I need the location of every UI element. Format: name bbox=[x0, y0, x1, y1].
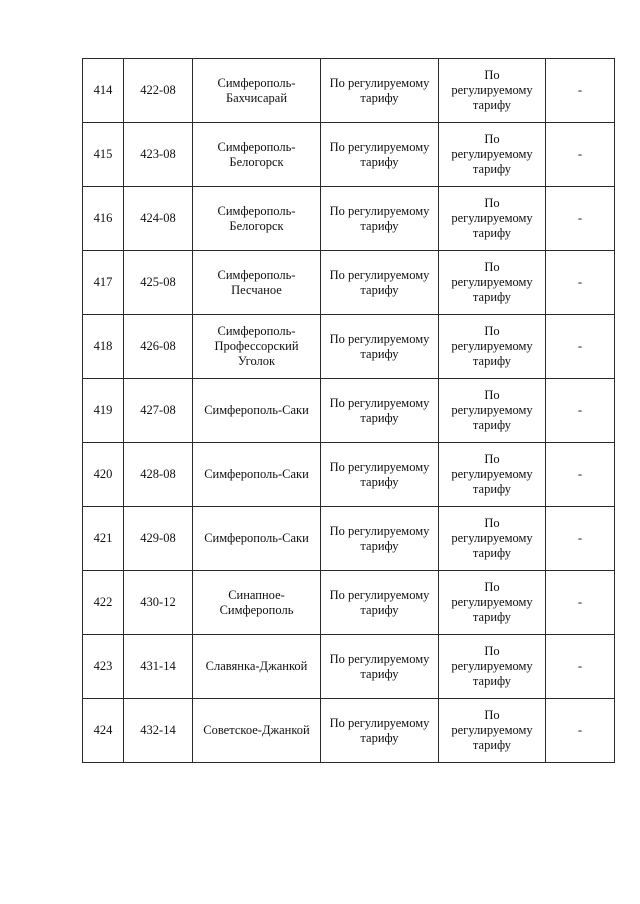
empty-value-cell-text: - bbox=[577, 595, 583, 609]
tariff-cell-text: По регулируемому тарифу bbox=[451, 580, 533, 624]
table-row bbox=[83, 507, 615, 571]
row-number-cell-text: 424 bbox=[93, 723, 113, 737]
table-row bbox=[83, 123, 615, 187]
route-code-cell-text: 426-08 bbox=[140, 339, 176, 353]
empty-value-cell-text: - bbox=[577, 275, 583, 289]
empty-value-cell bbox=[546, 187, 615, 251]
tariff-cell bbox=[321, 571, 439, 635]
route-name-cell bbox=[193, 443, 321, 507]
empty-value-cell-text: - bbox=[577, 211, 583, 225]
table-row bbox=[83, 571, 615, 635]
tariff-cell-text: По регулируемому тарифу bbox=[451, 388, 533, 432]
empty-value-cell-text: - bbox=[577, 403, 583, 417]
tariff-cell-text: По регулируемому тарифу bbox=[451, 708, 533, 752]
route-code-cell-text: 432-14 bbox=[140, 723, 176, 737]
empty-value-cell bbox=[546, 571, 615, 635]
row-number-cell bbox=[83, 507, 124, 571]
tariff-cell bbox=[321, 699, 439, 763]
tariff-cell-text: По регулируемому тарифу bbox=[329, 331, 430, 361]
row-number-cell bbox=[83, 315, 124, 379]
table-row bbox=[83, 443, 615, 507]
tariff-cell-text: По регулируемому тарифу bbox=[329, 75, 430, 105]
route-code-cell bbox=[124, 443, 193, 507]
route-name-cell-text: Симферополь-Саки bbox=[204, 467, 309, 481]
row-number-cell bbox=[83, 699, 124, 763]
table-row bbox=[83, 59, 615, 123]
empty-value-cell bbox=[546, 443, 615, 507]
route-code-cell bbox=[124, 635, 193, 699]
tariff-cell bbox=[439, 443, 546, 507]
route-code-cell bbox=[124, 59, 193, 123]
row-number-cell-text: 415 bbox=[93, 147, 113, 161]
row-number-cell bbox=[83, 571, 124, 635]
tariff-cell-text: По регулируемому тарифу bbox=[329, 395, 430, 425]
route-name-cell bbox=[193, 635, 321, 699]
tariff-cell bbox=[439, 187, 546, 251]
tariff-cell bbox=[439, 699, 546, 763]
tariff-cell-text: По регулируемому тарифу bbox=[451, 132, 533, 176]
row-number-cell bbox=[83, 187, 124, 251]
row-number-cell-text: 417 bbox=[93, 275, 113, 289]
row-number-cell bbox=[83, 251, 124, 315]
tariff-cell-text: По регулируемому тарифу bbox=[451, 516, 533, 560]
tariff-cell bbox=[321, 379, 439, 443]
tariff-cell-text: По регулируемому тарифу bbox=[329, 267, 430, 297]
row-number-cell-text: 423 bbox=[93, 659, 113, 673]
tariff-cell bbox=[439, 507, 546, 571]
route-code-cell-text: 422-08 bbox=[140, 83, 176, 97]
tariff-cell-text: По регулируемому тарифу bbox=[451, 324, 533, 368]
route-code-cell-text: 423-08 bbox=[140, 147, 176, 161]
route-code-cell bbox=[124, 379, 193, 443]
route-name-cell-text: Симферополь- Профессорский Уголок bbox=[214, 324, 299, 368]
empty-value-cell bbox=[546, 251, 615, 315]
route-name-cell-text: Симферополь-Саки bbox=[204, 531, 309, 545]
tariff-cell bbox=[321, 315, 439, 379]
tariff-cell bbox=[439, 635, 546, 699]
route-name-cell-text: Симферополь- Бахчисарай bbox=[217, 75, 296, 105]
empty-value-cell-text: - bbox=[577, 723, 583, 737]
route-name-cell bbox=[193, 571, 321, 635]
route-name-cell-text: Симферополь- Белогорск bbox=[217, 139, 296, 169]
route-code-cell bbox=[124, 699, 193, 763]
row-number-cell-text: 418 bbox=[93, 339, 113, 353]
table-row bbox=[83, 699, 615, 763]
tariff-cell bbox=[321, 635, 439, 699]
row-number-cell bbox=[83, 443, 124, 507]
route-code-cell-text: 429-08 bbox=[140, 531, 176, 545]
route-name-cell-text: Симферополь- Белогорск bbox=[217, 203, 296, 233]
empty-value-cell bbox=[546, 699, 615, 763]
route-code-cell-text: 430-12 bbox=[140, 595, 176, 609]
route-name-cell bbox=[193, 251, 321, 315]
route-code-cell bbox=[124, 123, 193, 187]
tariff-cell bbox=[439, 379, 546, 443]
tariff-cell-text: По регулируемому тарифу bbox=[329, 651, 430, 681]
tariff-cell-text: По регулируемому тарифу bbox=[329, 587, 430, 617]
row-number-cell bbox=[83, 379, 124, 443]
route-name-cell-text: Советское-Джанкой bbox=[203, 723, 310, 737]
tariff-cell bbox=[321, 443, 439, 507]
route-name-cell bbox=[193, 315, 321, 379]
row-number-cell-text: 419 bbox=[93, 403, 113, 417]
empty-value-cell-text: - bbox=[577, 531, 583, 545]
route-code-cell bbox=[124, 251, 193, 315]
route-name-cell-text: Симферополь- Песчаное bbox=[217, 267, 296, 297]
route-name-cell bbox=[193, 123, 321, 187]
tariff-cell-text: По регулируемому тарифу bbox=[451, 260, 533, 304]
route-code-cell bbox=[124, 571, 193, 635]
tariff-cell-text: По регулируемому тарифу bbox=[451, 644, 533, 688]
tariff-cell bbox=[439, 123, 546, 187]
route-name-cell bbox=[193, 187, 321, 251]
row-number-cell-text: 421 bbox=[93, 531, 113, 545]
empty-value-cell bbox=[546, 315, 615, 379]
route-code-cell bbox=[124, 315, 193, 379]
tariff-cell bbox=[321, 123, 439, 187]
route-name-cell bbox=[193, 379, 321, 443]
route-code-cell-text: 431-14 bbox=[140, 659, 176, 673]
route-code-cell bbox=[124, 507, 193, 571]
routes-table-body bbox=[83, 59, 615, 763]
empty-value-cell bbox=[546, 635, 615, 699]
empty-value-cell-text: - bbox=[577, 83, 583, 97]
tariff-cell bbox=[439, 315, 546, 379]
row-number-cell bbox=[83, 59, 124, 123]
route-name-cell bbox=[193, 507, 321, 571]
route-code-cell-text: 425-08 bbox=[140, 275, 176, 289]
tariff-cell bbox=[439, 59, 546, 123]
route-code-cell bbox=[124, 187, 193, 251]
empty-value-cell bbox=[546, 59, 615, 123]
table-row bbox=[83, 315, 615, 379]
row-number-cell-text: 416 bbox=[93, 211, 113, 225]
tariff-cell bbox=[321, 251, 439, 315]
route-name-cell bbox=[193, 59, 321, 123]
empty-value-cell-text: - bbox=[577, 659, 583, 673]
routes-table bbox=[82, 58, 615, 763]
route-name-cell-text: Славянка-Джанкой bbox=[205, 659, 308, 673]
tariff-cell-text: По регулируемому тарифу bbox=[329, 459, 430, 489]
row-number-cell bbox=[83, 123, 124, 187]
tariff-cell-text: По регулируемому тарифу bbox=[329, 139, 430, 169]
tariff-cell bbox=[321, 187, 439, 251]
tariff-cell-text: По регулируемому тарифу bbox=[329, 715, 430, 745]
empty-value-cell bbox=[546, 507, 615, 571]
route-code-cell-text: 428-08 bbox=[140, 467, 176, 481]
table-row bbox=[83, 187, 615, 251]
empty-value-cell bbox=[546, 379, 615, 443]
table-row bbox=[83, 635, 615, 699]
empty-value-cell-text: - bbox=[577, 147, 583, 161]
empty-value-cell-text: - bbox=[577, 339, 583, 353]
tariff-cell-text: По регулируемому тарифу bbox=[329, 523, 430, 553]
route-name-cell-text: Синапное- Симферополь bbox=[219, 587, 294, 617]
tariff-cell-text: По регулируемому тарифу bbox=[329, 203, 430, 233]
row-number-cell-text: 414 bbox=[93, 83, 113, 97]
row-number-cell-text: 420 bbox=[93, 467, 113, 481]
empty-value-cell bbox=[546, 123, 615, 187]
route-name-cell bbox=[193, 699, 321, 763]
route-code-cell-text: 424-08 bbox=[140, 211, 176, 225]
row-number-cell bbox=[83, 635, 124, 699]
tariff-cell-text: По регулируемому тарифу bbox=[451, 452, 533, 496]
row-number-cell-text: 422 bbox=[93, 595, 113, 609]
route-name-cell-text: Симферополь-Саки bbox=[204, 403, 309, 417]
tariff-cell-text: По регулируемому тарифу bbox=[451, 196, 533, 240]
tariff-cell bbox=[321, 507, 439, 571]
tariff-cell bbox=[321, 59, 439, 123]
tariff-cell bbox=[439, 251, 546, 315]
table-row bbox=[83, 251, 615, 315]
empty-value-cell-text: - bbox=[577, 467, 583, 481]
tariff-cell-text: По регулируемому тарифу bbox=[451, 68, 533, 112]
table-row bbox=[83, 379, 615, 443]
route-code-cell-text: 427-08 bbox=[140, 403, 176, 417]
tariff-cell bbox=[439, 571, 546, 635]
